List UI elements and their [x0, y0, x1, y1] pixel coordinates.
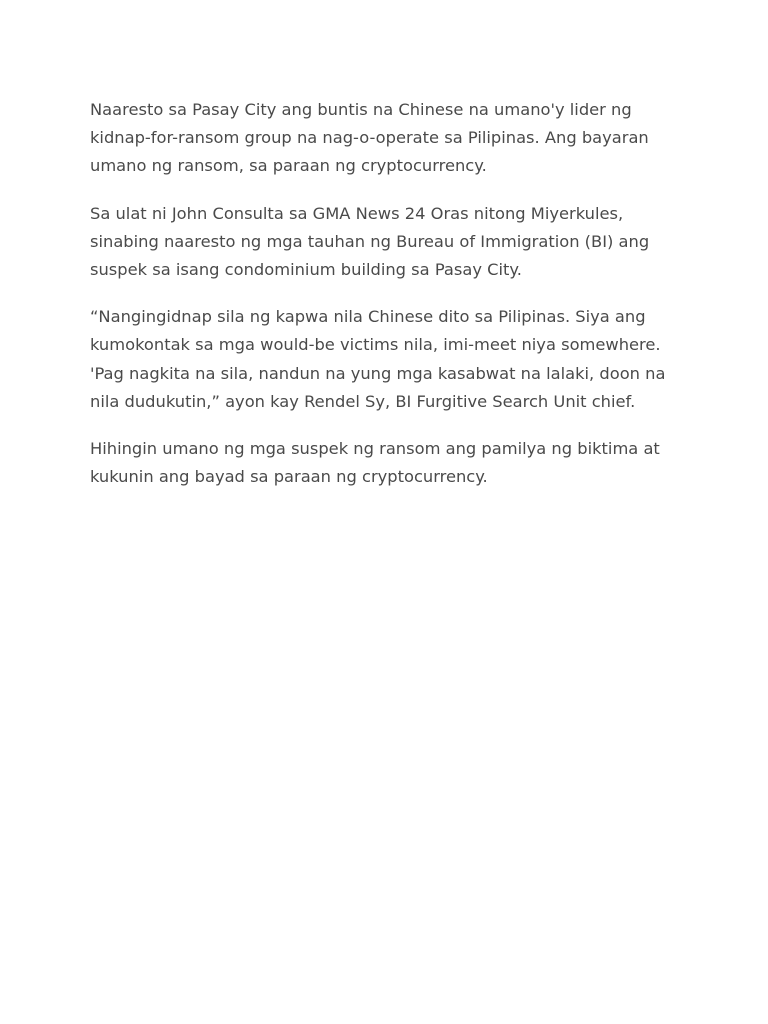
article-paragraph-2: Sa ulat ni John Consulta sa GMA News 24 Oras nitong Miyerkules, sinabing naaresto ng mga tauhan ng Bureau of Immigration (BI) ang suspek sa isang condominium building sa Pasay City.	[90, 203, 650, 280]
article-paragraph-1: Naaresto sa Pasay City ang buntis na Chinese na umano'y lider ng kidnap-for-ransom group na nag-o-operate sa Pilipinas. Ang bayaran umano ng ransom, sa paraan ng cryptocurrency.	[90, 100, 649, 176]
article-paragraph-3: “Nangingidnap sila ng kapwa nila Chinese dito sa Pilipinas. Siya ang kumokontak sa mga would-be victims nila, imi-meet niya somewhere. 'Pag nagkita na sila, nandun na yung mga kasabwat na lalaki, doon na nila dudukutin,” ayon kay Rendel Sy, BI Furgitive Search Unit chief.	[90, 307, 666, 411]
article-body	[90, 96, 678, 491]
article-paragraph-4: Hihingin umano ng mga suspek ng ransom ang pamilya ng biktima at kukunin ang bayad sa paraan ng cryptocurrency.	[90, 439, 660, 487]
